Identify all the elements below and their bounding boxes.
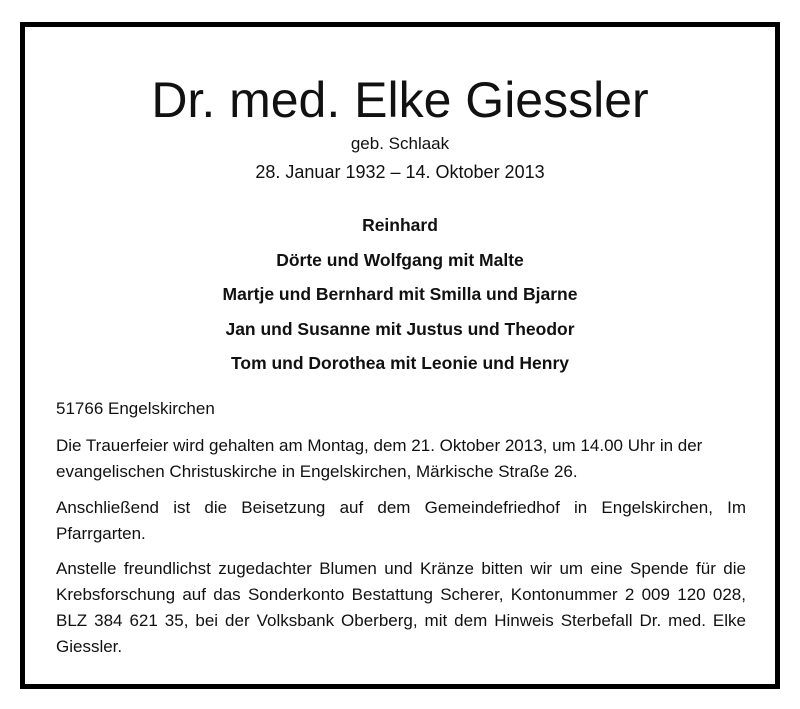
mourner-line: Jan und Susanne mit Justus und Theodor <box>225 318 575 339</box>
maiden-name: geb. Schlaak <box>350 134 450 153</box>
mourners-list <box>0 208 800 381</box>
deceased-name: Dr. med. Elke Giessler <box>151 72 649 128</box>
donation-paragraph: Anstelle freundlichst zugedachter Blumen und Kränze bitten wir um eine Spende für die Krebsforschung auf das Sonderkonto Bestattung Scherer, Kontonummer 2 009 120 028, BLZ 384 621 35, bei der Volksbank Oberberg, mit dem Hinweis Sterbefall Dr. med. Elke Giessler. <box>56 559 746 656</box>
mourner-line: Reinhard <box>362 215 438 235</box>
mourner-line: Dörte und Wolfgang mit Malte <box>276 249 524 270</box>
mourner-line: Tom und Dorothea mit Leonie und Henry <box>230 353 569 373</box>
funeral-service-paragraph: Die Trauerfeier wird gehalten am Montag, dem 21. Oktober 2013, um 14.00 Uhr in der evangelischen Christuskirche in Engelskirchen, Märkische Straße 26. <box>56 436 703 481</box>
life-dates: 28. Januar 1932 – 14. Oktober 2013 <box>255 162 545 182</box>
place: 51766 Engelskirchen <box>56 399 215 418</box>
burial-paragraph: Anschließend ist die Beisetzung auf dem Gemeindefriedhof in Engelskirchen, Im Pfarrgarten. <box>56 498 746 543</box>
mourner-line: Martje und Bernhard mit Smilla und Bjarne <box>222 284 578 304</box>
